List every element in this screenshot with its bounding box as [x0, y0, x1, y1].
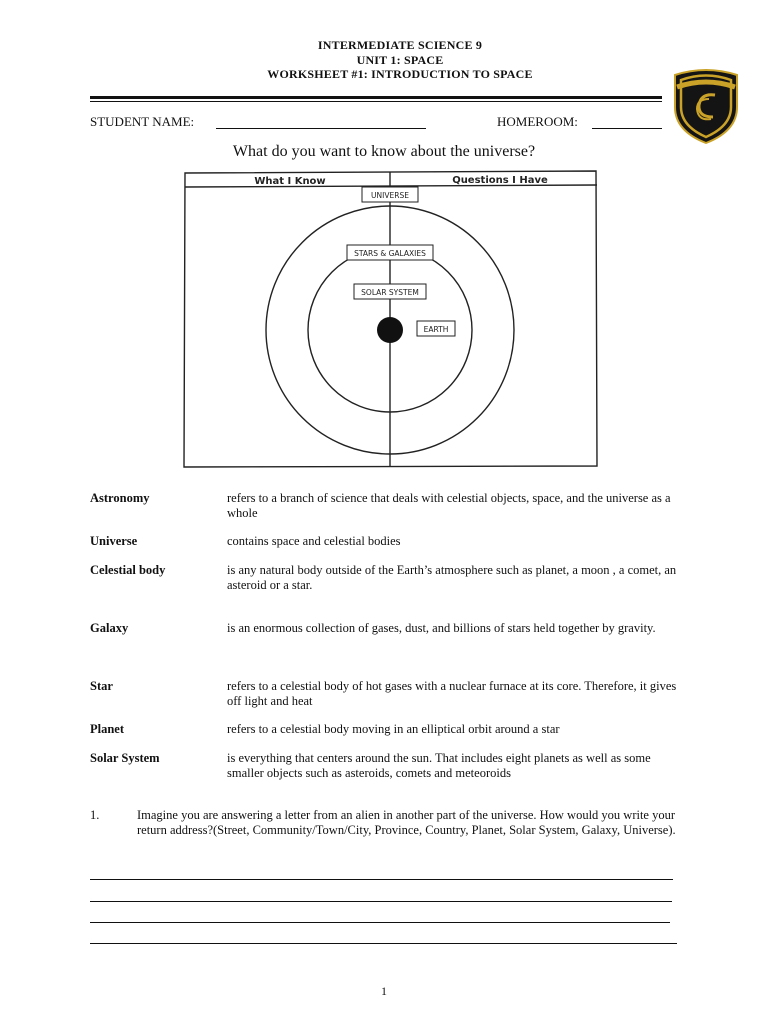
worksheet-unit-title: UNIT 1: SPACE [356, 53, 444, 67]
kwl-question-title: What do you want to know about the universe? [232, 143, 536, 160]
answer-line-2[interactable] [90, 901, 672, 902]
earth-dot [377, 317, 403, 343]
worksheet-title: WORKSHEET #1: INTRODUCTION TO SPACE [267, 67, 533, 81]
label-earth: EARTH [423, 325, 449, 334]
definition-term: Planet [90, 722, 125, 736]
definition-text: is an enormous collection of gases, dust, and billions of stars held together by gravity. [227, 621, 656, 635]
definition-text: is any natural body outside of the Earth’s atmosphere such as planet, a moon , a comet, an asteroid or a star. [227, 563, 677, 592]
answer-line-3[interactable] [90, 922, 670, 923]
answer-line-1[interactable] [90, 879, 673, 880]
header-rule-thick [90, 96, 662, 99]
definition-text: refers to a celestial body moving in an elliptical orbit around a star [227, 722, 560, 736]
col-questions-i-have: Questions I Have [452, 175, 548, 186]
page-number: 1 [381, 984, 387, 998]
question-number: 1. [90, 808, 100, 822]
school-crest-logo [671, 67, 741, 145]
definition-text: refers to a branch of science that deals with celestial objects, space, and the universe as a whole [227, 491, 671, 520]
definition-term: Solar System [90, 751, 160, 765]
definition-term: Celestial body [90, 563, 166, 577]
definition-term: Star [90, 679, 113, 693]
label-universe: UNIVERSE [371, 191, 409, 200]
question-text: Imagine you are answering a letter from an alien in another part of the universe. How would you write your return address?(Street, Community/Town/City, Province, Country, Planet, Solar System, Galaxy, Universe). [137, 808, 676, 837]
homeroom-field[interactable] [592, 128, 662, 129]
label-solar-system: SOLAR SYSTEM [361, 288, 419, 297]
student-name-field[interactable] [216, 128, 426, 129]
worksheet-course-title: INTERMEDIATE SCIENCE 9 [317, 38, 483, 52]
header-rule-thin [90, 101, 662, 102]
definition-term: Galaxy [90, 621, 129, 635]
definition-text: refers to a celestial body of hot gases with a nuclear furnace at its core. Therefore, it gives off light and heat [227, 679, 677, 708]
definition-term: Astronomy [90, 491, 150, 505]
answer-line-4[interactable] [90, 943, 677, 944]
definition-text: contains space and celestial bodies [227, 534, 401, 548]
label-stars-galaxies: STARS & GALAXIES [354, 249, 426, 258]
col-what-i-know: What I Know [254, 176, 326, 187]
kwl-universe-diagram [180, 168, 600, 470]
student-name-label: STUDENT NAME: [90, 114, 195, 129]
homeroom-label: HOMEROOM: [497, 114, 578, 129]
definition-term: Universe [90, 534, 138, 548]
definition-text: is everything that centers around the sun. That includes eight planets as well as some smaller objects such as asteroids, comets and meteoroids [227, 751, 651, 780]
